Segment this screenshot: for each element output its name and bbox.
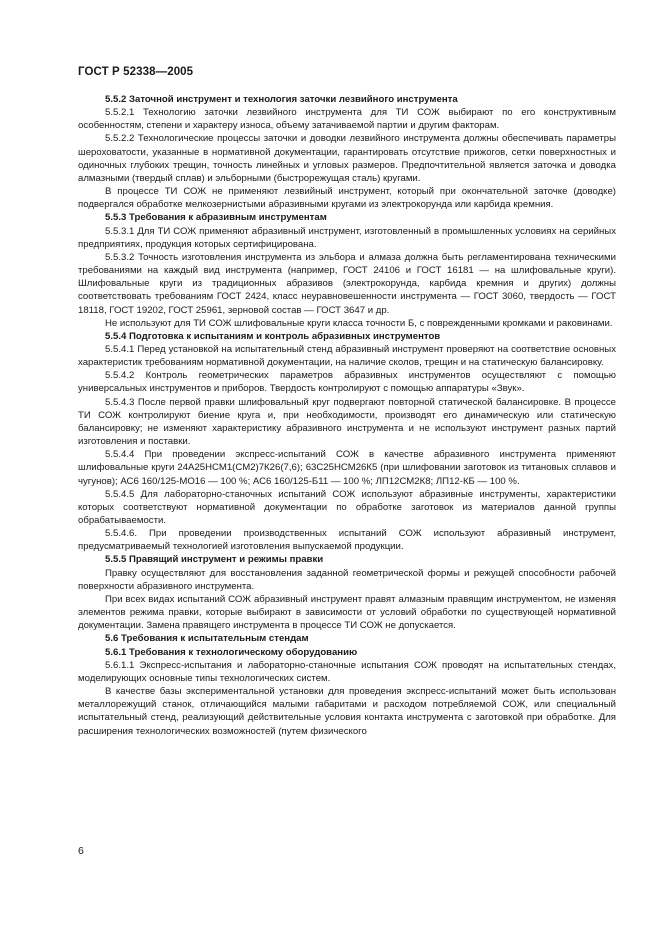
paragraph: В процессе ТИ СОЖ не применяют лезвийный инструмент, который при окончательной заточке (доводке) подвергался обработке мелкозернистыми абразивными кругами из электрокорунда или карбида кремния. [78, 186, 616, 211]
paragraph: 5.5.4.3 После первой правки шлифовальный круг подвергают повторной статической балансировке. В процессе ТИ СОЖ контролируют биение круга и, при необходимости, производят его динамическую или статическую балансировку; не изменяют характеристику абразивного инструмента и не используют инструмент разных партий изготовления и поставки. [78, 396, 616, 448]
paragraph: 5.5.4.5 Для лабораторно-станочных испытаний СОЖ используют абразивные инструменты, характеристики которых соответствуют нормативной документации по обработке заготовок из материалов данной группы обрабатываемости. [78, 488, 616, 526]
paragraph: 5.5.3.1 Для ТИ СОЖ применяют абразивный инструмент, изготовленный в промышленных условиях на серийных предприятиях, продукция которых сертифицирована. [78, 225, 616, 250]
paragraph: 5.5.4.2 Контроль геометрических параметров абразивных инструментов осуществляют с помощью универсальных инструментов и приборов. Твердость контролируют с помощью аппаратуры «Звук». [78, 370, 616, 395]
paragraph: 5.5.4.4 При проведении экспресс-испытаний СОЖ в качестве абразивного инструмента применяют шлифовальные круги 24А25НСМ1(СМ2)7К26(7,6); 63С25НСМ26К5 (при шлифовании заготовок из титановых сплавов и чугунов); АС6 160/125-МО16 — 100 %; АС6 160/125-Б11 — 100 %; ЛП12СМ2К8; ЛП12-КБ — 100 %. [78, 449, 616, 487]
section-heading: 5.6.1 Требования к технологическому оборудованию [105, 646, 358, 658]
paragraph: 5.5.2.2 Технологические процессы заточки и доводки лезвийного инструмента должны обеспечивать параметры шероховатости, указанные в нормативной документации, гарантировать отсутствие прижогов, сетки поверхностных и одиночных глубоких трещин, точность линейных и угловых размеров. Предпочтительной является заточка и доводка алмазными (твердый сплав) и эльборными (быстрорежущая сталь) кругами. [78, 133, 616, 184]
paragraph: При всех видах испытаний СОЖ абразивный инструмент правят алмазным правящим инструментом, не изменяя элементов режима правки, которые выбирают в зависимости от условий обработки по существующей нормативной документации. Замена правящего инструмента в процессе ТИ СОЖ не допускается. [78, 593, 616, 632]
document-body [78, 93, 616, 738]
paragraph: 5.5.4.1 Перед установкой на испытательный стенд абразивный инструмент проверяют на соответствие основных характеристик требованиям нормативной документации, на наличие сколов, трещин и на статическую балансировку. [78, 343, 616, 369]
page-number: 6 [78, 845, 84, 857]
section-heading: 5.5.3 Требования к абразивным инструментам [105, 212, 327, 224]
section-heading: 5.5.2 Заточной инструмент и технология заточки лезвийного инструмента [105, 94, 458, 105]
paragraph: 5.6.1.1 Экспресс-испытания и лабораторно-станочные испытания СОЖ проводят на испытательных стендах, моделирующих основные типы технологических систем. [78, 659, 616, 684]
document-header: ГОСТ Р 52338—2005 [78, 66, 194, 78]
paragraph: 5.5.2.1 Технологию заточки лезвийного инструмента для ТИ СОЖ выбирают по его конструктивным особенностям, степени и характеру износа, объему затачиваемой партии и другим факторам. [78, 107, 616, 132]
paragraph: Не используют для ТИ СОЖ шлифовальные круги класса точности Б, с поврежденными кромками и раковинами. [105, 317, 613, 329]
section-heading: 5.5.5 Правящий инструмент и режимы правки [105, 554, 324, 566]
paragraph: 5.5.3.2 Точность изготовления инструмента из эльбора и алмаза должна быть регламентирована техническими требованиями на каждый вид инструмента (например, ГОСТ 24106 и ГОСТ 16181 — на шлифовальные круги). Шлифовальные круги из традиционных абразивов (электрокорунда, карбида кремния и других) должны соответствовать требованиям ГОСТ 2424, класс неуравновешенности инструмента — ГОСТ 3060, твердость — ГОСТ 18118, ГОСТ 19202, ГОСТ 25961, зерновой состав — ГОСТ 3647 и др. [78, 251, 616, 316]
section-heading: 5.5.4 Подготовка к испытаниям и контроль абразивных инструментов [105, 330, 441, 342]
paragraph: Правку осуществляют для восстановления заданной геометрической формы и режущей способности рабочей поверхности абразивного инструмента. [78, 567, 616, 592]
paragraph: 5.5.4.6. При проведении производственных испытаний СОЖ используют абразивный инструмент, предусматриваемый технологией изготовления выпускаемой продукции. [78, 528, 616, 553]
section-heading: 5.6 Требования к испытательным стендам [105, 633, 309, 645]
paragraph: В качестве базы экспериментальной установки для проведения экспресс-испытаний может быть использован металлорежущий станок, отличающийся малыми габаритами и расходом потребляемой СОЖ, или специальный испытательный стенд, реализующий действительные условия контакта инструмента с заготовкой при обработке. Для расширения технологических возможностей (путем физического [78, 686, 616, 737]
